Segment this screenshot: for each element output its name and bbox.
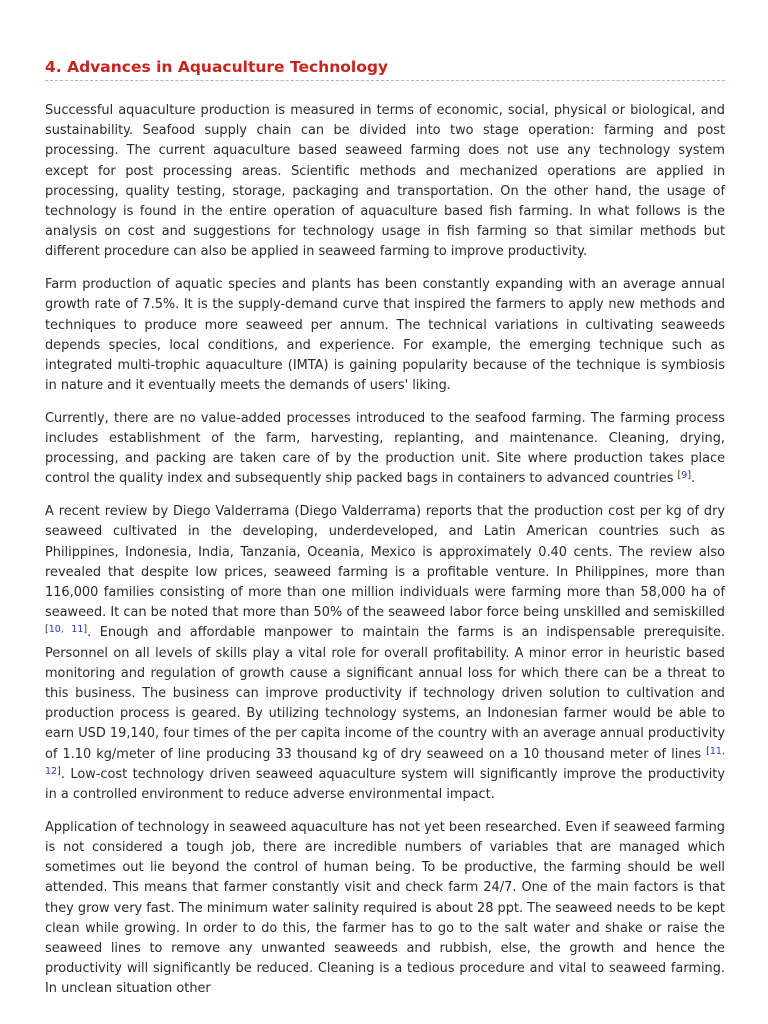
- citation-bracket-open: [: [677, 470, 682, 482]
- paragraph-1: Successful aquaculture production is measured in terms of economic, social, physical or biological, and sustainability. Seafood supply chain can be divided into two stage operation: farming and post processing. The current aquaculture based seaweed farming does not use any technology system except for post processing areas. Scientific methods and mechanized operations are applied in processing, quality testing, storage, packaging and transportation. On the other hand, the usage of technology is found in the entire operation of aquaculture based fish farming. In what follows is the analysis on cost and suggestions for technology usage in fish farming so that similar methods but different procedure can also be applied in seaweed farming to improve productivity.: [45, 103, 725, 260]
- citation-bracket-close: ]: [57, 765, 61, 777]
- paragraph-3: [45, 409, 725, 490]
- paragraph-4-text-c: . Low-cost technology driven seaweed aquaculture system will significantly improve the productivity in a controlled environment to reduce adverse environmental impact.: [45, 766, 725, 802]
- paragraph-4: [45, 502, 725, 805]
- article-section: [45, 56, 725, 1000]
- paragraph-2: Farm production of aquatic species and plants has been constantly expanding with an average annual growth rate of 7.5%. It is the supply-demand curve that inspired the farmers to apply new methods and techniques to produce more seaweed per annum. The technical variations in cultivating seaweeds depends species, local conditions, and experience. For example, the emerging technique such as integrated multi-trophic aquaculture (IMTA) is gaining popularity because of the technique is symbiosis in nature and it eventually meets the demands of users' liking.: [45, 277, 725, 394]
- section-heading: 4. Advances in Aquaculture Technology: [45, 56, 725, 81]
- citation-bracket-open: [: [45, 624, 49, 636]
- citation-link-11-12[interactable]: 11, 12: [45, 745, 725, 777]
- citation-link-10-11[interactable]: 10, 11: [48, 624, 84, 636]
- paragraph-3-text: Currently, there are no value-added processes introduced to the seafood farming. The farming process includes establishment of the farm, harvesting, replanting, and maintenance. Cleaning, drying, processing, and packing are taken care of by the production unit. Site where production takes place control the quality index and subsequently ship packed bags in containers to advanced countries: [45, 410, 725, 487]
- paragraph-4-text-b: . Enough and affordable manpower to maintain the farms is an indispensable prerequisite. Personnel on all levels of skills play a vital role for overall profitability. A minor error in heuristic based monitoring and regulation of growth cause a significant annual loss for which there can be a threat to this business. The business can improve productivity if technology driven solution to cultivation and production process is geared. By utilizing technology systems, an Indonesian farmer would be able to earn USD 19,140, four times of the per capita income of the country with an average annual productivity of 1.10 kg/meter of line producing 33 thousand kg of dry seaweed on a 10 thousand meter of lines: [45, 625, 726, 762]
- citation-bracket-open: [: [706, 745, 710, 757]
- paragraph-4-text-a: A recent review by Diego Valderrama (Diego Valderrama) reports that the production cost per kg of dry seaweed cultivated in the developing, underdeveloped, and Latin American countries such as Philippines, Indonesia, India, Tanzania, Oceania, Mexico is approximately 0.40 cents. The review also revealed that despite low prices, seaweed farming is a profitable venture. In Philippines, more than 116,000 families consisting of more than one million individuals were farming more than 58,000 ha of seaweed. It can be noted that more than 50% of the seaweed labor force being unskilled and semiskilled: [45, 504, 725, 621]
- citation-link-9[interactable]: 9: [681, 470, 688, 482]
- paragraph-3-end: .: [691, 471, 696, 487]
- citation-bracket-close: ]: [687, 470, 692, 482]
- paragraph-5: Application of technology in seaweed aquaculture has not yet been researched. Even if seaweed farming is not considered a tough job, there are incredible numbers of variables that are managed which sometimes out lie beyond the control of human being. To be productive, the farming should be well attended. This means that farmer constantly visit and check farm 24/7. One of the main factors is that they grow very fast. The minimum water salinity required is about 28 ppt. The seaweed needs to be kept clean while growing. In order to do this, the farmer has to go to the salt water and shake or raise the seaweed lines to remove any unwanted seaweeds and rubbish, else, the growth and hence the productivity will significantly be reduced. Cleaning is a tedious procedure and vital to seaweed farming. In unclean situation other: [45, 819, 725, 997]
- citation-bracket-close: ]: [83, 624, 88, 636]
